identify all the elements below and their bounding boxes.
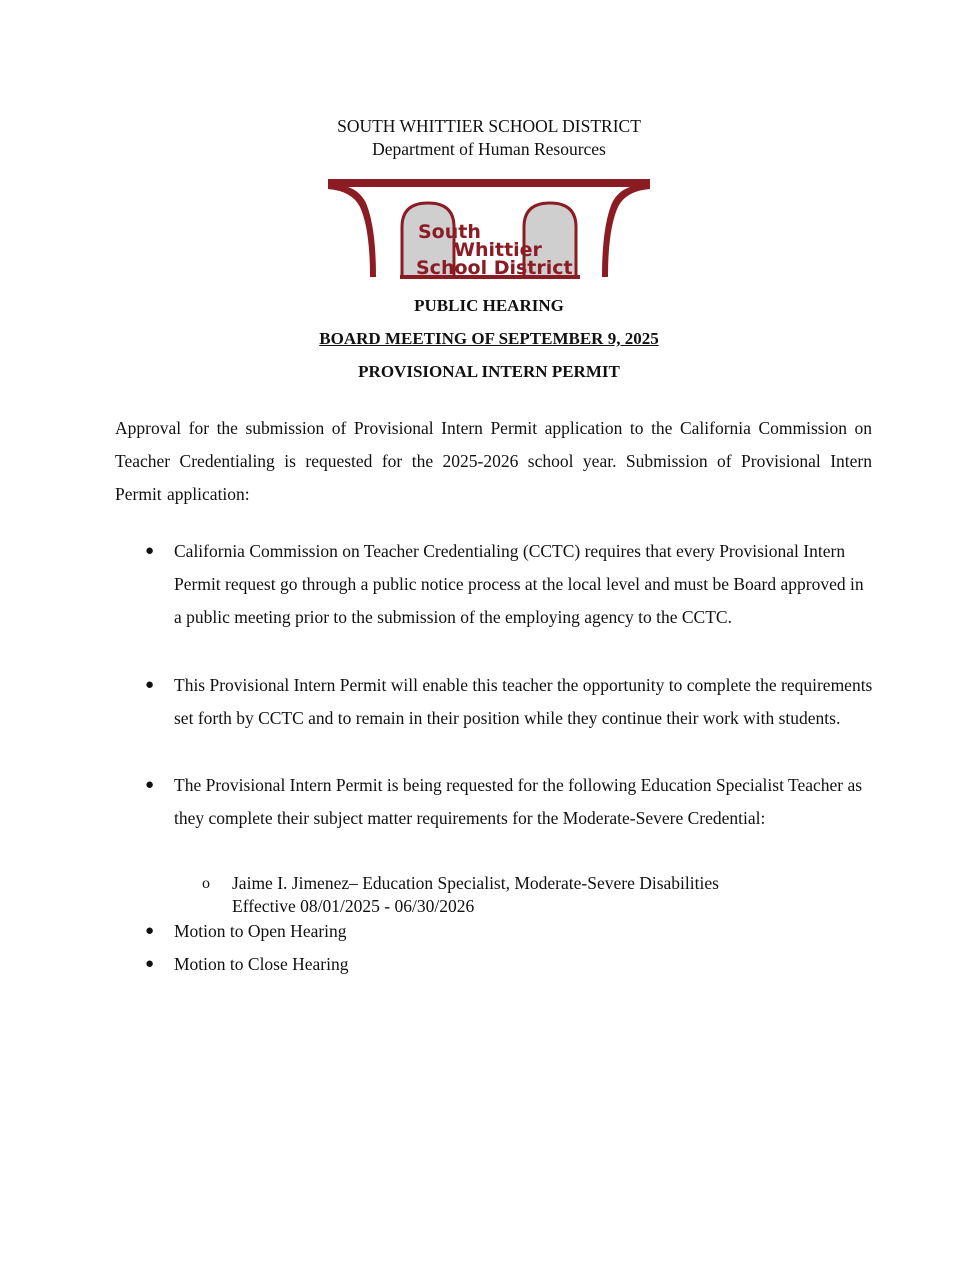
bullet-icon: ● xyxy=(145,543,155,559)
district-name: SOUTH WHITTIER SCHOOL DISTRICT xyxy=(337,116,641,136)
department-name: Department of Human Resources xyxy=(372,139,606,159)
sub-item-effective-dates: Effective 08/01/2025 - 06/30/2026 xyxy=(232,896,475,916)
sub-list-item xyxy=(202,872,852,918)
public-hearing-heading: PUBLIC HEARING xyxy=(414,296,564,315)
bullet-text: Motion to Open Hearing xyxy=(174,921,347,941)
logo-text-school-district: School District xyxy=(416,257,573,279)
bullet-icon: ● xyxy=(145,677,155,693)
bullet-icon: ● xyxy=(145,923,155,939)
district-logo xyxy=(326,177,652,279)
sub-item-name: Jaime I. Jimenez– Education Specialist, Moderate-Severe Disabilities xyxy=(232,873,719,893)
logo-text-whittier: Whittier xyxy=(454,239,542,261)
bullet-icon: ● xyxy=(145,777,155,793)
list-item xyxy=(145,948,874,981)
logo-text-south: South xyxy=(418,221,481,243)
list-item xyxy=(145,769,874,835)
list-item xyxy=(145,669,874,735)
list-item xyxy=(145,915,874,948)
bullet-icon: ● xyxy=(145,956,155,972)
list-item xyxy=(145,535,874,634)
bullet-text: The Provisional Intern Permit is being requested for the following Education Specialist Teacher as they complete their subject matter requirements for the Moderate-Severe Credential: xyxy=(174,775,863,828)
bullet-text: Motion to Close Hearing xyxy=(174,954,349,974)
bullet-text: California Commission on Teacher Credentialing (CCTC) requires that every Provisional Intern Permit request go through a public notice process at the local level and must be Board approved in a public meeting prior to the submission of the employing agency to the CCTC. xyxy=(174,541,864,627)
intro-paragraph: Approval for the submission of Provisional Intern Permit application to the California Commission on Teacher Credentialing is requested for the 2025-2026 school year. Submission of Provisional Intern Permit application: xyxy=(115,418,872,504)
circle-bullet-icon: o xyxy=(202,875,210,892)
bullet-text: This Provisional Intern Permit will enable this teacher the opportunity to complete the requirements set forth by CCTC and to remain in their position while they continue their work with students. xyxy=(174,675,873,728)
permit-title-heading: PROVISIONAL INTERN PERMIT xyxy=(358,362,620,381)
board-meeting-heading: BOARD MEETING OF SEPTEMBER 9, 2025 xyxy=(319,329,659,348)
